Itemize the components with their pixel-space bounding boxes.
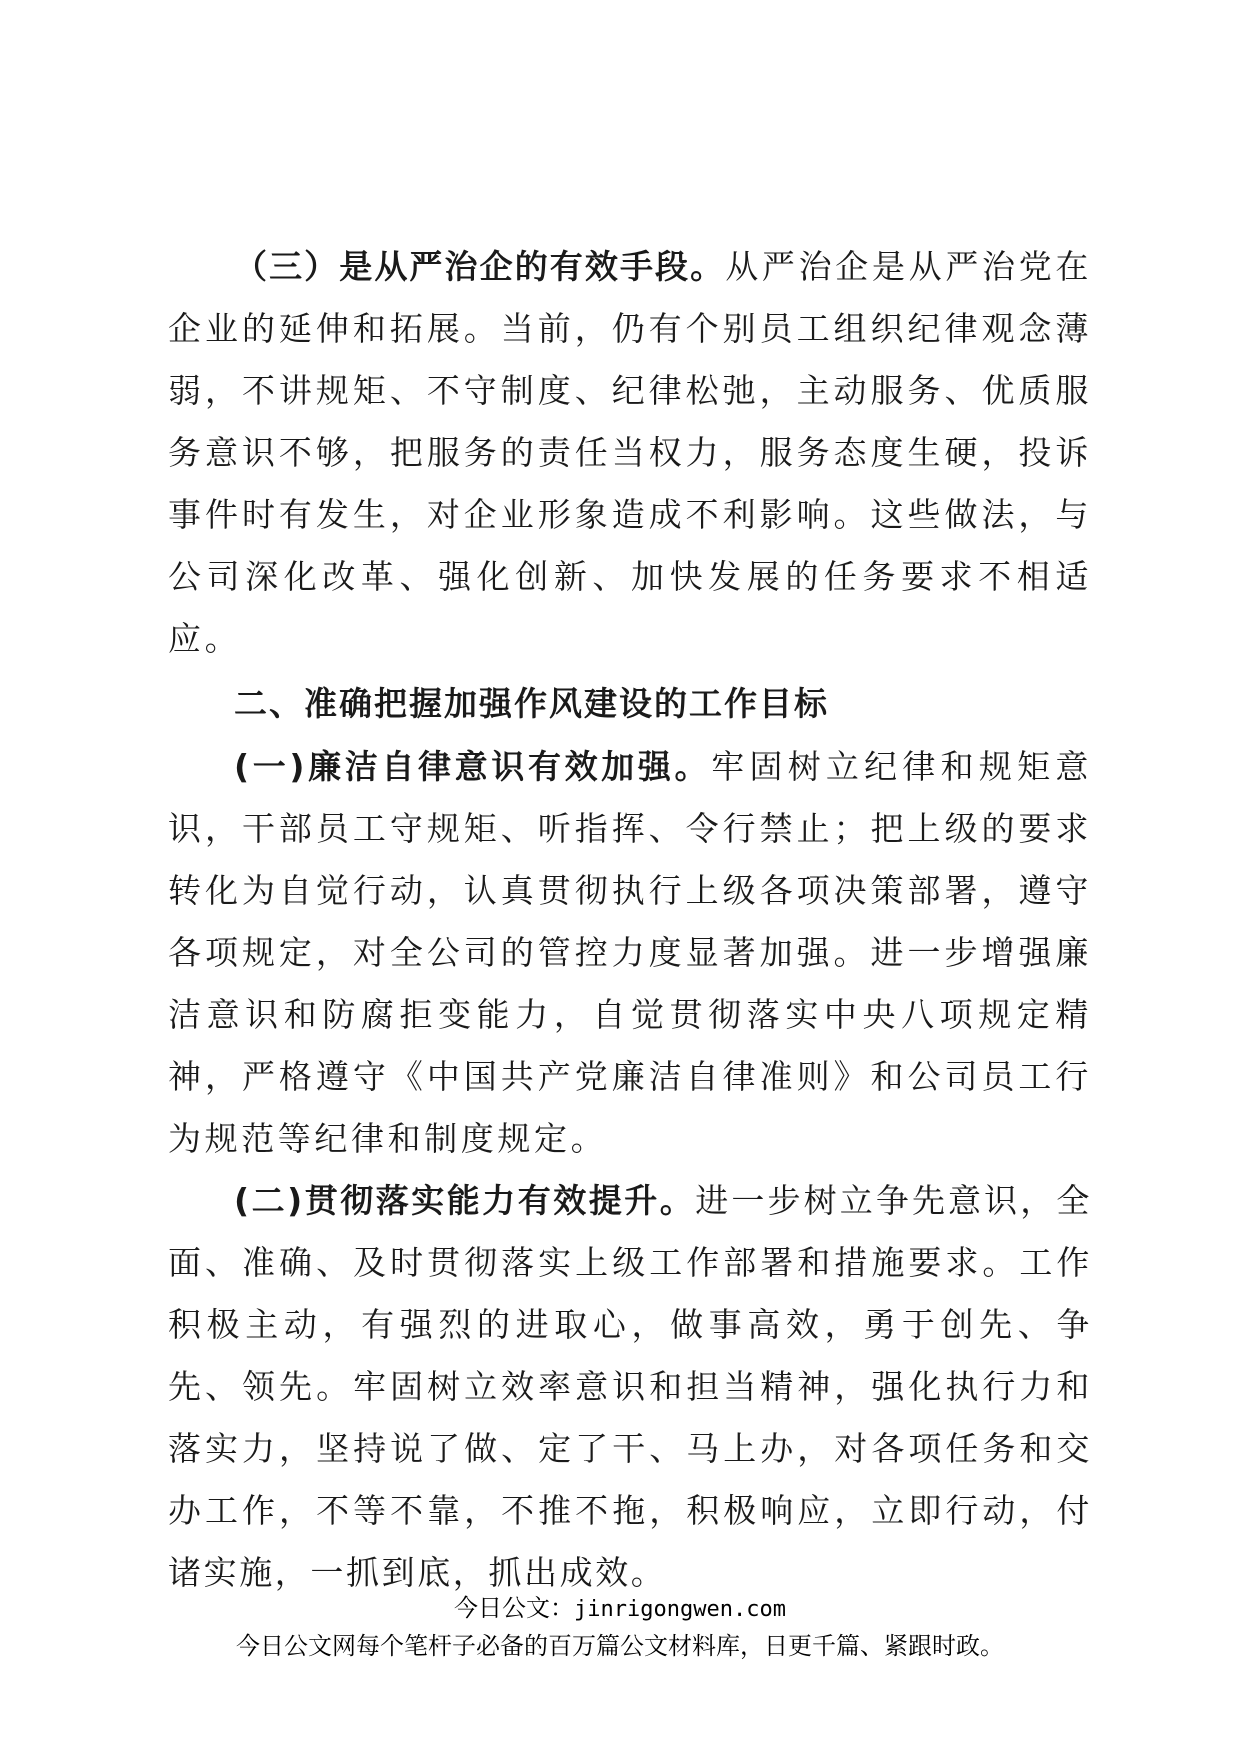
paragraph-text: 牢固树立纪律和规矩意识，干部员工守规矩、听指挥、令行禁止；把上级的要求转化为自觉行动，认真贯彻执行上级各项决策部署，遵守各项规定，对全公司的管控力度显著加强。进一步增强廉洁意识和防腐拒变能力，自觉贯彻落实中央八项规定精神，严格遵守《中国共产党廉洁自律准则》和公司员工行为规范等纪律和制度规定。 <box>168 747 1093 1158</box>
paragraph-text: 进一步树立争先意识，全面、准确、及时贯彻落实上级工作部署和措施要求。工作积极主动，有强烈的进取心，做事高效，勇于创先、争先、领先。牢固树立效率意识和担当精神，强化执行力和落实力，坚持说了做、定了干、马上办，对各项任务和交办工作，不等不靠，不推不拖，积极响应，立即行动，付诸实施，一抓到底，抓出成效。 <box>168 1181 1092 1592</box>
paragraph-lead: （三）是从严治企的有效手段。 <box>234 247 726 286</box>
paragraph-lead: (二)贯彻落实能力有效提升。 <box>234 1181 696 1220</box>
footer-site-line <box>0 1590 1240 1628</box>
paragraph-integrity-awareness <box>168 736 1092 1170</box>
document-body <box>168 236 1092 1604</box>
footer-slogan: 今日公文网每个笔杆子必备的百万篇公文材料库，日更千篇、紧跟时政。 <box>236 1632 1004 1660</box>
paragraph-implementation-ability <box>168 1170 1092 1604</box>
paragraph-strict-management <box>168 236 1092 670</box>
paragraph-lead: (一)廉洁自律意识有效加强。 <box>234 747 712 786</box>
footer <box>0 1590 1240 1664</box>
footer-site-link[interactable]: jinrigongwen.com <box>574 1597 786 1622</box>
section-heading: 二、准确把握加强作风建设的工作目标 <box>234 684 829 723</box>
footer-site-label: 今日公文： <box>454 1594 575 1622</box>
paragraph-text: 从严治企是从严治党在企业的延伸和拓展。当前，仍有个别员工组织纪律观念薄弱，不讲规矩、不守制度、纪律松弛，主动服务、优质服务意识不够，把服务的责任当权力，服务态度生硬，投诉事件时有发生，对企业形象造成不利影响。这些做法，与公司深化改革、强化创新、加快发展的任务要求不相适应。 <box>168 247 1093 658</box>
